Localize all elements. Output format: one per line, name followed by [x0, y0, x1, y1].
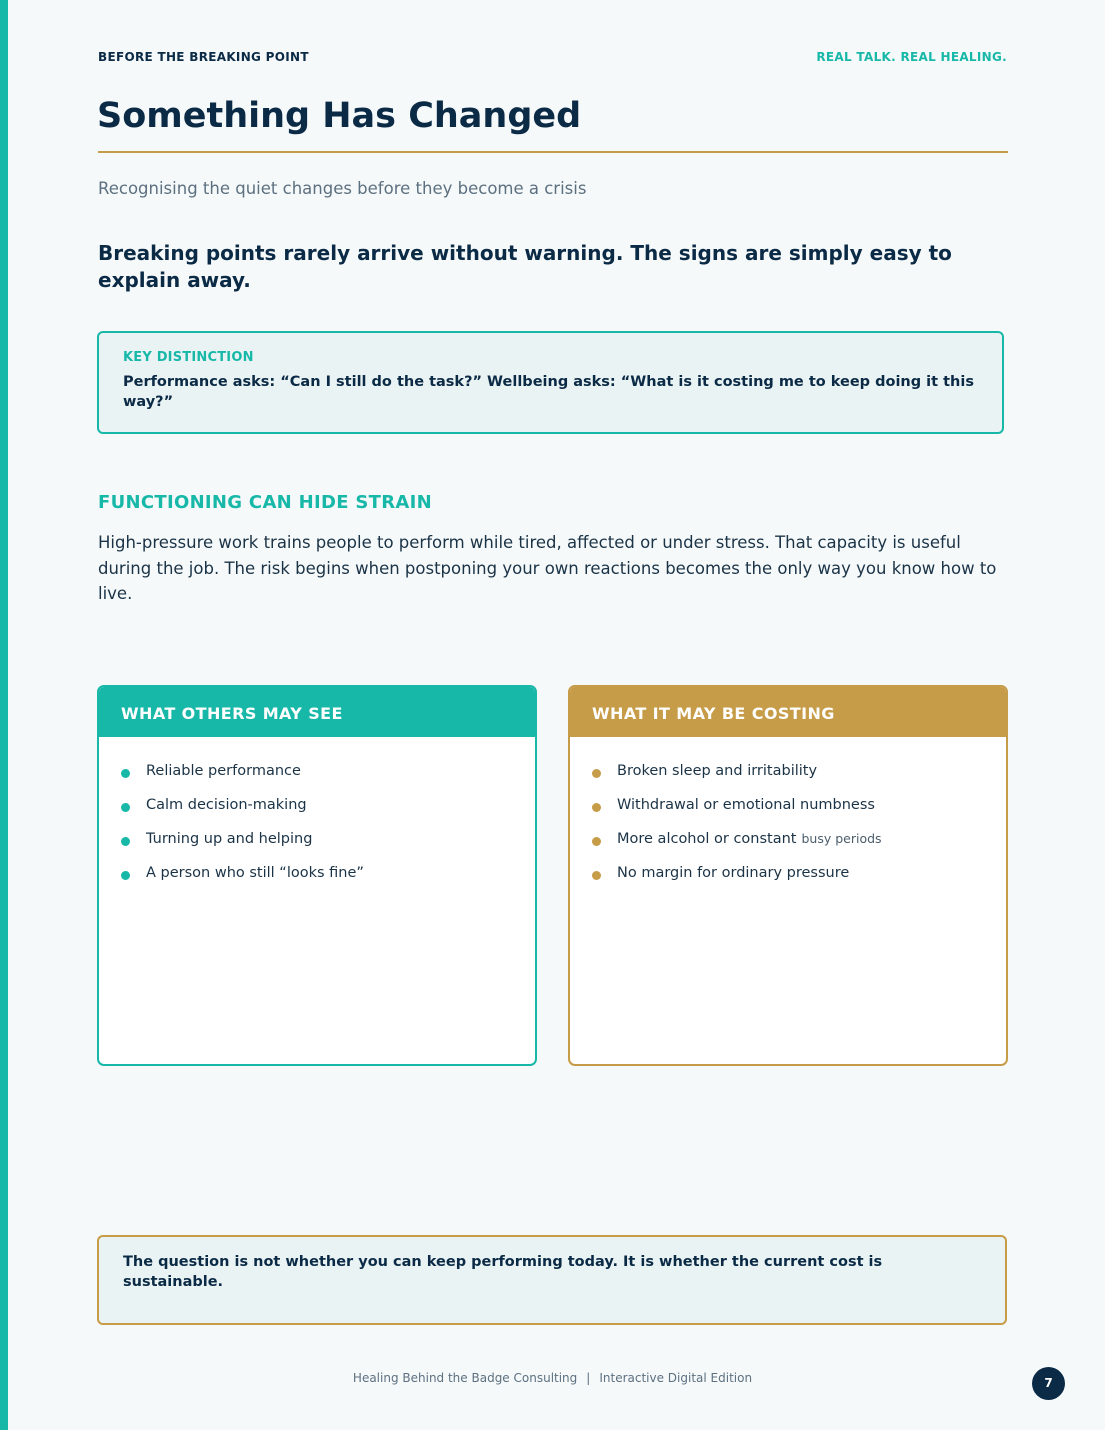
card-list	[570, 737, 1006, 899]
card-header: WHAT OTHERS MAY SEE	[99, 687, 535, 737]
list-item	[592, 865, 1006, 899]
list-item	[121, 763, 535, 797]
card-what-others-may-see	[97, 685, 537, 1066]
section-heading: FUNCTIONING CAN HIDE STRAIN	[98, 492, 432, 513]
list-item	[592, 763, 1006, 797]
bullet-dot-icon	[592, 871, 601, 880]
running-header-tagline: REAL TALK. REAL HEALING.	[816, 50, 1007, 64]
list-item-text: More alcohol or constant	[617, 831, 797, 847]
bullet-dot-icon	[592, 803, 601, 812]
page-subtitle: Recognising the quiet changes before they become a crisis	[98, 179, 587, 198]
key-distinction-label: KEY DISTINCTION	[123, 350, 254, 365]
card-header: WHAT IT MAY BE COSTING	[570, 687, 1006, 737]
bullet-dot-icon	[592, 837, 601, 846]
list-item	[121, 865, 535, 899]
page-number-badge: 7	[1032, 1367, 1065, 1400]
closing-question-callout: The question is not whether you can keep performing today. It is whether the current cost is sustainable.	[97, 1235, 1007, 1325]
bullet-dot-icon	[121, 803, 130, 812]
bullet-dot-icon	[121, 769, 130, 778]
running-header-section: BEFORE THE BREAKING POINT	[98, 50, 309, 64]
title-divider	[98, 151, 1008, 153]
section-body: High-pressure work trains people to perform while tired, affected or under stress. That capacity is useful during the job. The risk begins when postponing your own reactions becomes the only way you know how to live.	[98, 533, 997, 603]
bullet-dot-icon	[121, 871, 130, 880]
list-item-text: No margin for ordinary pressure	[617, 865, 850, 881]
footer-separator: |	[586, 1371, 591, 1385]
list-item	[121, 797, 535, 831]
list-item-text: Reliable performance	[146, 763, 301, 779]
list-item-text: Calm decision-making	[146, 797, 307, 813]
list-item-text: Turning up and helping	[146, 831, 313, 847]
list-item	[121, 831, 535, 865]
list-item-text: A person who still “looks fine”	[146, 865, 364, 881]
footer-edition: Interactive Digital Edition	[599, 1371, 753, 1385]
list-item	[592, 831, 1006, 865]
list-item-suffix: busy periods	[801, 831, 882, 846]
card-list	[99, 737, 535, 899]
list-item-text: Withdrawal or emotional numbness	[617, 797, 875, 813]
list-item	[592, 797, 1006, 831]
bullet-dot-icon	[121, 837, 130, 846]
bullet-dot-icon	[592, 769, 601, 778]
side-accent-stripe	[0, 0, 8, 1430]
page-title: Something Has Changed	[97, 96, 582, 136]
key-distinction-text: Performance asks: “Can I still do the task?” Wellbeing asks: “What is it costing me to keep doing it this way?”	[123, 374, 974, 410]
list-item-text: Broken sleep and irritability	[617, 763, 818, 779]
key-distinction-callout	[97, 331, 1004, 434]
footer	[0, 1371, 1105, 1385]
card-what-it-may-be-costing	[568, 685, 1008, 1066]
lead-statement: Breaking points rarely arrive without warning. The signs are simply easy to explain away.	[98, 241, 952, 292]
footer-org: Healing Behind the Badge Consulting	[352, 1371, 578, 1385]
